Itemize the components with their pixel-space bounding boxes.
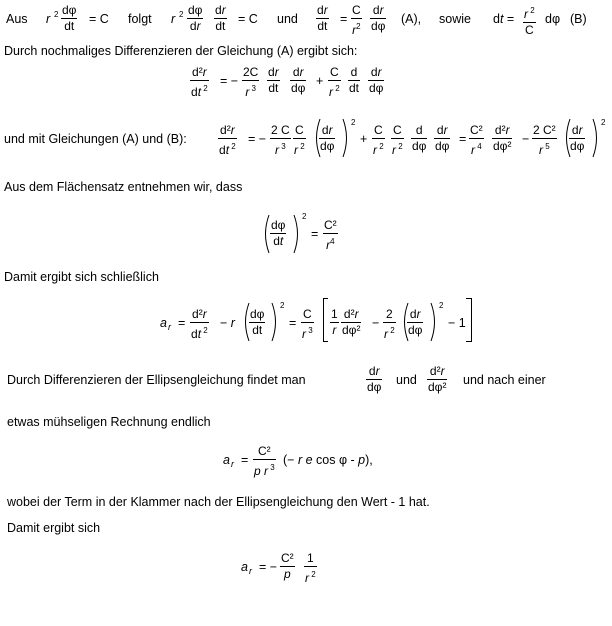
frac-dphi-dt: dφ dt bbox=[62, 3, 77, 33]
frac-dr-dt: dr dt bbox=[215, 3, 226, 33]
text-line-9-prefix: Durch Differenzieren der Ellipsengleichung findet man bbox=[7, 373, 306, 387]
text-line-7: Damit ergibt sich schließlich bbox=[4, 270, 159, 284]
text-line-4: und mit Gleichungen (A) und (B): bbox=[4, 132, 187, 146]
text-sowie: sowie bbox=[439, 12, 471, 26]
text-line-5: Aus dem Flächensatz entnehmen wir, dass bbox=[4, 180, 243, 194]
text-folgt: folgt bbox=[128, 12, 152, 26]
text-und: und bbox=[277, 12, 298, 26]
text-line-9-suffix: und nach einer bbox=[463, 373, 546, 387]
text-line-10: etwas mühseligen Rechnung endlich bbox=[7, 415, 211, 429]
text-line-12: wobei der Term in der Klammer nach der Ellipsengleichung den Wert - 1 hat. bbox=[7, 495, 430, 509]
text-line-2: Durch nochmaliges Differenzieren der Gleichung (A) ergibt sich: bbox=[4, 44, 358, 58]
frac-dphi-dr: dφ dr bbox=[188, 3, 203, 33]
text-line-13: Damit ergibt sich bbox=[7, 521, 101, 535]
math-r2: r bbox=[46, 12, 51, 26]
text-tag-a: (A), bbox=[401, 12, 422, 26]
text-aus: Aus bbox=[6, 12, 28, 26]
text-line-9-und: und bbox=[396, 373, 417, 387]
text-tag-b: (B) bbox=[570, 12, 587, 26]
